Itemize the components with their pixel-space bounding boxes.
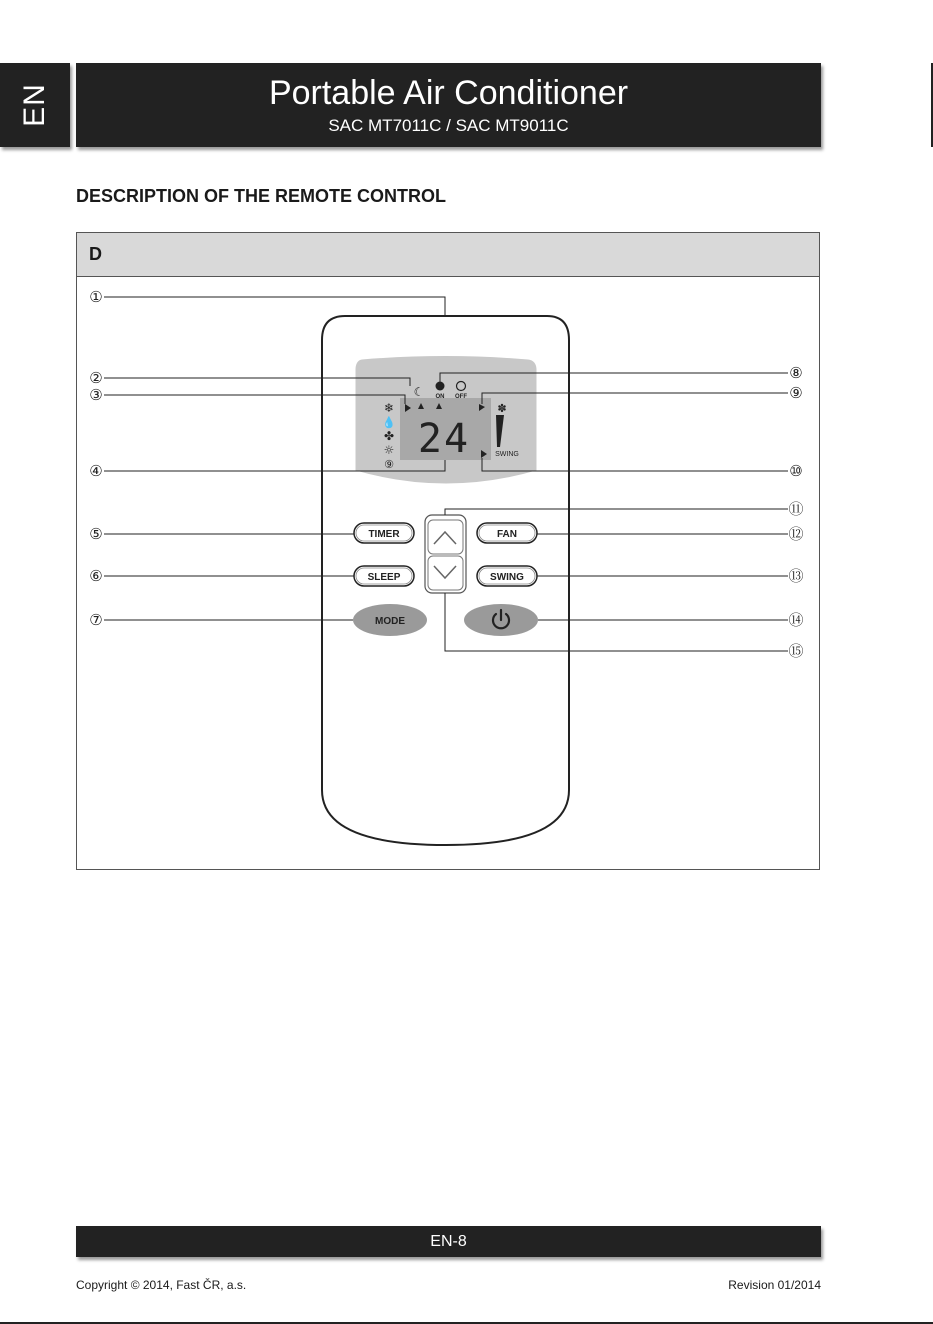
temperature-rocker[interactable]	[425, 515, 466, 593]
fan-button[interactable]	[477, 523, 537, 543]
swing-indicator: SWING	[495, 451, 519, 458]
callout-11: ⑪	[788, 500, 804, 518]
fan-speed-icon: ✽	[497, 402, 507, 415]
document-title: Portable Air Conditioner	[268, 74, 629, 112]
sleep-button-label: SLEEP	[367, 572, 401, 583]
timer-off-label: OFF	[455, 394, 467, 400]
sleep-moon-icon: ☾	[413, 385, 425, 399]
copyright: Copyright © 2014, Fast ČR, a.s.	[76, 1278, 247, 1292]
auto-icon: ⑨	[384, 458, 394, 471]
fan-mode-icon: ✤	[383, 429, 395, 443]
temp-down-button	[428, 556, 463, 590]
page-number: EN-8	[430, 1233, 467, 1250]
snowflake-icon: ❄	[383, 401, 395, 415]
swing-button-label: SWING	[490, 572, 524, 583]
temperature-digits: 24	[417, 416, 471, 462]
callout-3: ③	[89, 386, 103, 404]
callout-10: ⑩	[789, 462, 803, 480]
revision: Revision 01/2014	[728, 1278, 821, 1292]
fan-button-label: FAN	[497, 529, 517, 540]
mode-button[interactable]	[353, 604, 427, 636]
callout-1: ①	[89, 288, 103, 306]
callout-4: ④	[89, 462, 103, 480]
mode-button-label: MODE	[375, 616, 405, 627]
callout-5: ⑤	[89, 525, 103, 543]
language-code: EN	[18, 83, 51, 127]
callout-2: ②	[89, 369, 103, 387]
section-title: DESCRIPTION OF THE REMOTE CONTROL	[76, 186, 447, 206]
callout-7: ⑦	[89, 611, 103, 629]
callout-13: ⑬	[788, 567, 804, 585]
timer-button-label: TIMER	[368, 529, 400, 540]
timer-on-label: ON	[435, 394, 445, 400]
sun-icon: ☼	[383, 443, 395, 457]
temp-up-button	[428, 520, 463, 554]
footer-bar	[76, 1226, 821, 1257]
sleep-button[interactable]	[354, 566, 414, 586]
callout-15: ⑮	[788, 642, 804, 660]
figure-label: D	[89, 244, 102, 264]
drop-icon: 💧	[382, 416, 396, 429]
callout-14: ⑭	[788, 611, 804, 629]
callout-12: ⑫	[788, 525, 804, 543]
power-button[interactable]	[464, 604, 538, 636]
model-numbers: SAC MT7011C / SAC MT9011C	[328, 116, 569, 135]
timer-on-icon	[436, 382, 445, 391]
callout-8: ⑧	[789, 364, 803, 382]
callout-9: ⑨	[789, 384, 803, 402]
timer-button[interactable]	[354, 523, 414, 543]
swing-button[interactable]	[477, 566, 537, 586]
callout-6: ⑥	[89, 567, 103, 585]
